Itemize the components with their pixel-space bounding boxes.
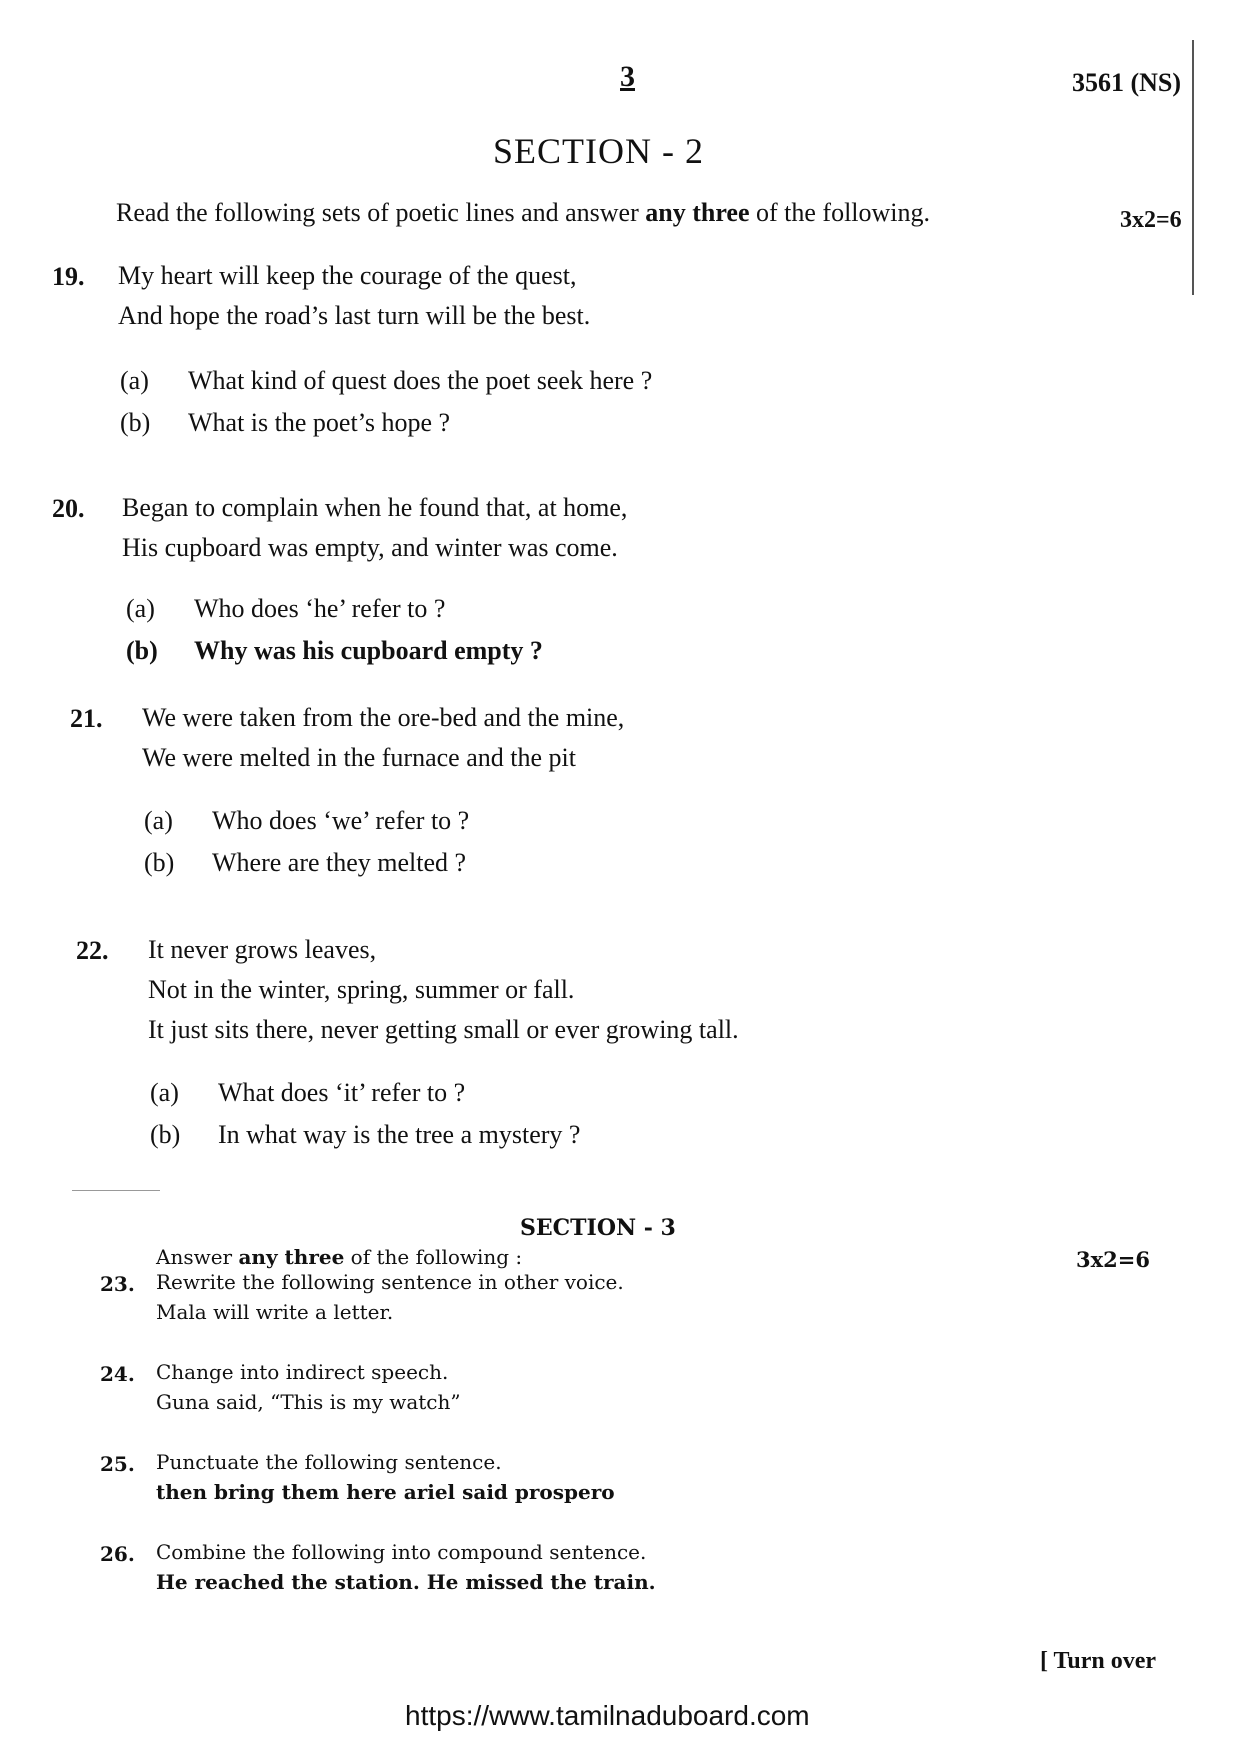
poem-line: My heart will keep the courage of the quest,: [118, 261, 577, 290]
question-number: 25.: [100, 1452, 135, 1476]
page-number: 3: [620, 60, 635, 93]
option: (a) What kind of quest does the poet seek here ?: [120, 366, 653, 395]
question-number: 26.: [100, 1542, 135, 1566]
options: [150, 1072, 580, 1156]
option: (b) In what way is the tree a mystery ?: [150, 1120, 581, 1149]
question-number: 21.: [70, 704, 103, 733]
margin-rule: [1192, 40, 1194, 295]
poem-line: Began to complain when he found that, at home,: [122, 493, 628, 522]
poem-line: It just sits there, never getting small or ever growing tall.: [148, 1015, 739, 1044]
option: (a) Who does ‘he’ refer to ?: [126, 594, 446, 623]
question-number: 23.: [100, 1272, 135, 1296]
poem-line: His cupboard was empty, and winter was come.: [122, 533, 618, 562]
options: [120, 360, 652, 444]
option: (a) What does ‘it’ refer to ?: [150, 1078, 466, 1107]
poem-lines: [122, 488, 627, 568]
option: (b) What is the poet’s hope ?: [120, 408, 451, 437]
option: (b) Where are they melted ?: [144, 848, 467, 877]
section-3-title: SECTION - 3: [520, 1215, 676, 1241]
section-2-marks: 3x2=6: [1120, 207, 1182, 233]
paper-code: 3561 (NS): [1072, 68, 1182, 97]
question-text: Rewrite the following sentence in other voice. Mala will write a letter.: [156, 1270, 624, 1324]
turn-over-note: [ Turn over: [1040, 1648, 1157, 1674]
question-text: Punctuate the following sentence. then bring them here ariel said prospero: [156, 1450, 615, 1504]
question-text: Combine the following into compound sentence. He reached the station. He missed the train.: [156, 1540, 656, 1594]
section-2-instruction: Read the following sets of poetic lines and answer any three of the following.: [116, 198, 931, 227]
poem-line: Not in the winter, spring, summer or fall.: [148, 975, 575, 1004]
poem-line: We were taken from the ore-bed and the mine,: [142, 703, 625, 732]
question-number: 22.: [76, 936, 109, 965]
option: (b) Why was his cupboard empty ?: [126, 636, 543, 665]
poem-lines: [142, 698, 624, 778]
section-3-marks: 3x2=6: [1076, 1247, 1150, 1272]
question-text: Change into indirect speech. Guna said, “This is my watch”: [156, 1360, 461, 1414]
poem-lines: [118, 256, 590, 336]
poem-lines: [148, 930, 739, 1050]
question-number: 20.: [52, 494, 85, 523]
options: [126, 588, 543, 672]
section-2-title: SECTION - 2: [493, 131, 704, 171]
poem-line: We were melted in the furnace and the pit: [142, 743, 576, 772]
poem-line: And hope the road’s last turn will be the best.: [118, 301, 591, 330]
footer-url[interactable]: https://www.tamilnaduboard.com: [405, 1700, 810, 1731]
divider: [72, 1190, 160, 1191]
options: [144, 800, 469, 884]
option: (a) Who does ‘we’ refer to ?: [144, 806, 470, 835]
question-number: 24.: [100, 1362, 135, 1386]
question-number: 19.: [52, 262, 85, 291]
poem-line: It never grows leaves,: [148, 935, 377, 964]
section-3-instruction: Answer any three of the following :: [156, 1245, 523, 1269]
